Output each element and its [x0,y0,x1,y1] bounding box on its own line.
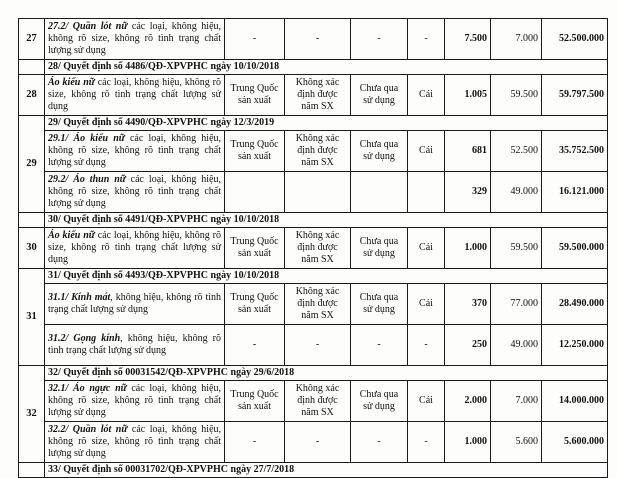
item-description: Áo kiểu nữ các loại, không hiệu, không rõ size, không rõ tình trạng chất lượng sử dụng [45,75,225,116]
status-cell: Chưa qua sử dụng [351,381,408,422]
status-cell: - [351,325,408,366]
price-cell: 7.000 [491,19,542,60]
year-cell: Không xác định được năm SX [285,381,351,422]
year-cell: Không xác định được năm SX [285,228,351,269]
price-cell: 52.500 [491,131,542,172]
item-description: Áo kiểu nữ các loại, không hiệu, không rõ size, không rõ tình trạng chất lượng sử dụng [45,228,225,269]
price-cell: 77.000 [491,284,542,325]
decision-text: 33/ Quyết định số 00031702/QĐ-XPVPHC ngày 27/7/2018 [45,463,608,478]
inventory-table [18,18,608,478]
quantity-cell: 681 [445,131,491,172]
quantity-cell: 1.000 [445,422,491,463]
origin-cell: Trung Quốc sản xuất [225,381,285,422]
decision-row [19,60,608,75]
decision-text: 32/ Quyết định số 00031542/QĐ-XPVPHC ngày 29/6/2018 [45,366,608,381]
price-cell: 5.600 [491,422,542,463]
total-cell: 14.000.000 [542,381,608,422]
unit-cell [408,172,445,213]
item-description: 29.1/ Áo kiểu nữ các loại, không hiệu, không rõ size, không rõ tình trạng chất lượng sử dụng [45,131,225,172]
year-cell: Không xác định được năm SX [285,131,351,172]
total-cell: 59.500.000 [542,228,608,269]
origin-cell [225,172,285,213]
quantity-cell: 250 [445,325,491,366]
unit-cell: Cái [408,228,445,269]
origin-cell: Trung Quốc sản xuất [225,228,285,269]
item-description: 29.2/ Áo thun nữ các loại, không hiệu, không rõ size, không rõ tình trạng chất lượng sử dụng [45,172,225,213]
price-cell: 49.000 [491,325,542,366]
quantity-cell: 370 [445,284,491,325]
price-cell: 7.000 [491,381,542,422]
quantity-cell: 2.000 [445,381,491,422]
price-cell: 49.000 [491,172,542,213]
quantity-cell: 1.005 [445,75,491,116]
unit-cell: - [408,422,445,463]
unit-cell: Cái [408,131,445,172]
decision-row [19,116,608,131]
origin-cell: - [225,19,285,60]
year-cell: - [285,19,351,60]
origin-cell: Trung Quốc sản xuất [225,284,285,325]
row-number: 30 [19,228,45,269]
quantity-cell: 329 [445,172,491,213]
row-number: 32 [19,366,45,463]
total-cell: 59.797.500 [542,75,608,116]
year-cell: - [285,325,351,366]
status-cell: Chưa qua sử dụng [351,75,408,116]
origin-cell: - [225,422,285,463]
total-cell: 28.490.000 [542,284,608,325]
total-cell: 12.250.000 [542,325,608,366]
row-number: 31 [19,269,45,366]
status-cell [351,172,408,213]
table-row [19,19,608,60]
status-cell: Chưa qua sử dụng [351,131,408,172]
table-row [19,381,608,422]
unit-cell: Cái [408,381,445,422]
year-cell: Không xác định được năm SX [285,284,351,325]
year-cell: Không xác định được năm SX [285,75,351,116]
item-description: 31.1/ Kính mát, không hiệu, không rõ tình trạng chất lượng sử dụng [45,284,225,325]
unit-cell: Cái [408,284,445,325]
row-number: 27 [19,19,45,60]
decision-row [19,213,608,228]
table-row [19,325,608,366]
decision-row [19,366,608,381]
total-cell: 16.121.000 [542,172,608,213]
table-row [19,172,608,213]
decision-row [19,463,608,478]
table-row [19,422,608,463]
year-cell: - [285,422,351,463]
status-cell: - [351,422,408,463]
total-cell: 5.600.000 [542,422,608,463]
decision-text: 28/ Quyết định số 4486/QĐ-XPVPHC ngày 10/10/2018 [45,60,608,75]
origin-cell: Trung Quốc sản xuất [225,131,285,172]
year-cell [285,172,351,213]
origin-cell: - [225,325,285,366]
price-cell: 59.500 [491,228,542,269]
origin-cell: Trung Quốc sản xuất [225,75,285,116]
total-cell: 52.500.000 [542,19,608,60]
table-row [19,131,608,172]
decision-text: 31/ Quyết định số 4493/QĐ-XPVPHC ngày 10/10/2018 [45,269,608,284]
row-number: 29 [19,116,45,213]
status-cell: Chưa qua sử dụng [351,228,408,269]
quantity-cell: 1.000 [445,228,491,269]
decision-row [19,269,608,284]
item-description: 31.2/ Gọng kính, không hiệu, không rõ tình trạng chất lượng sử dụng [45,325,225,366]
item-description: 32.1/ Áo ngực nữ các loại, không hiệu, không rõ size, không rõ tình trạng chất lượng sử dụng [45,381,225,422]
table-row [19,284,608,325]
unit-cell: - [408,19,445,60]
item-description: 32.2/ Quần lót nữ các loại, không hiệu, không rõ size, không rõ tình trạng chất lượng sử dụng [45,422,225,463]
decision-text: 29/ Quyết định số 4490/QĐ-XPVPHC ngày 12/3/2019 [45,116,608,131]
item-description: 27.2/ Quần lót nữ các loại, không hiệu, không rõ size, không rõ tình trạng chất lượng sử dụng [45,19,225,60]
quantity-cell: 7.500 [445,19,491,60]
decision-text: 30/ Quyết định số 4491/QĐ-XPVPHC ngày 10/10/2018 [45,213,608,228]
table-row [19,75,608,116]
unit-cell: Cái [408,75,445,116]
status-cell: - [351,19,408,60]
unit-cell: - [408,325,445,366]
total-cell: 35.752.500 [542,131,608,172]
row-number: 28 [19,75,45,116]
table-row [19,228,608,269]
status-cell: Chưa qua sử dụng [351,284,408,325]
price-cell: 59.500 [491,75,542,116]
